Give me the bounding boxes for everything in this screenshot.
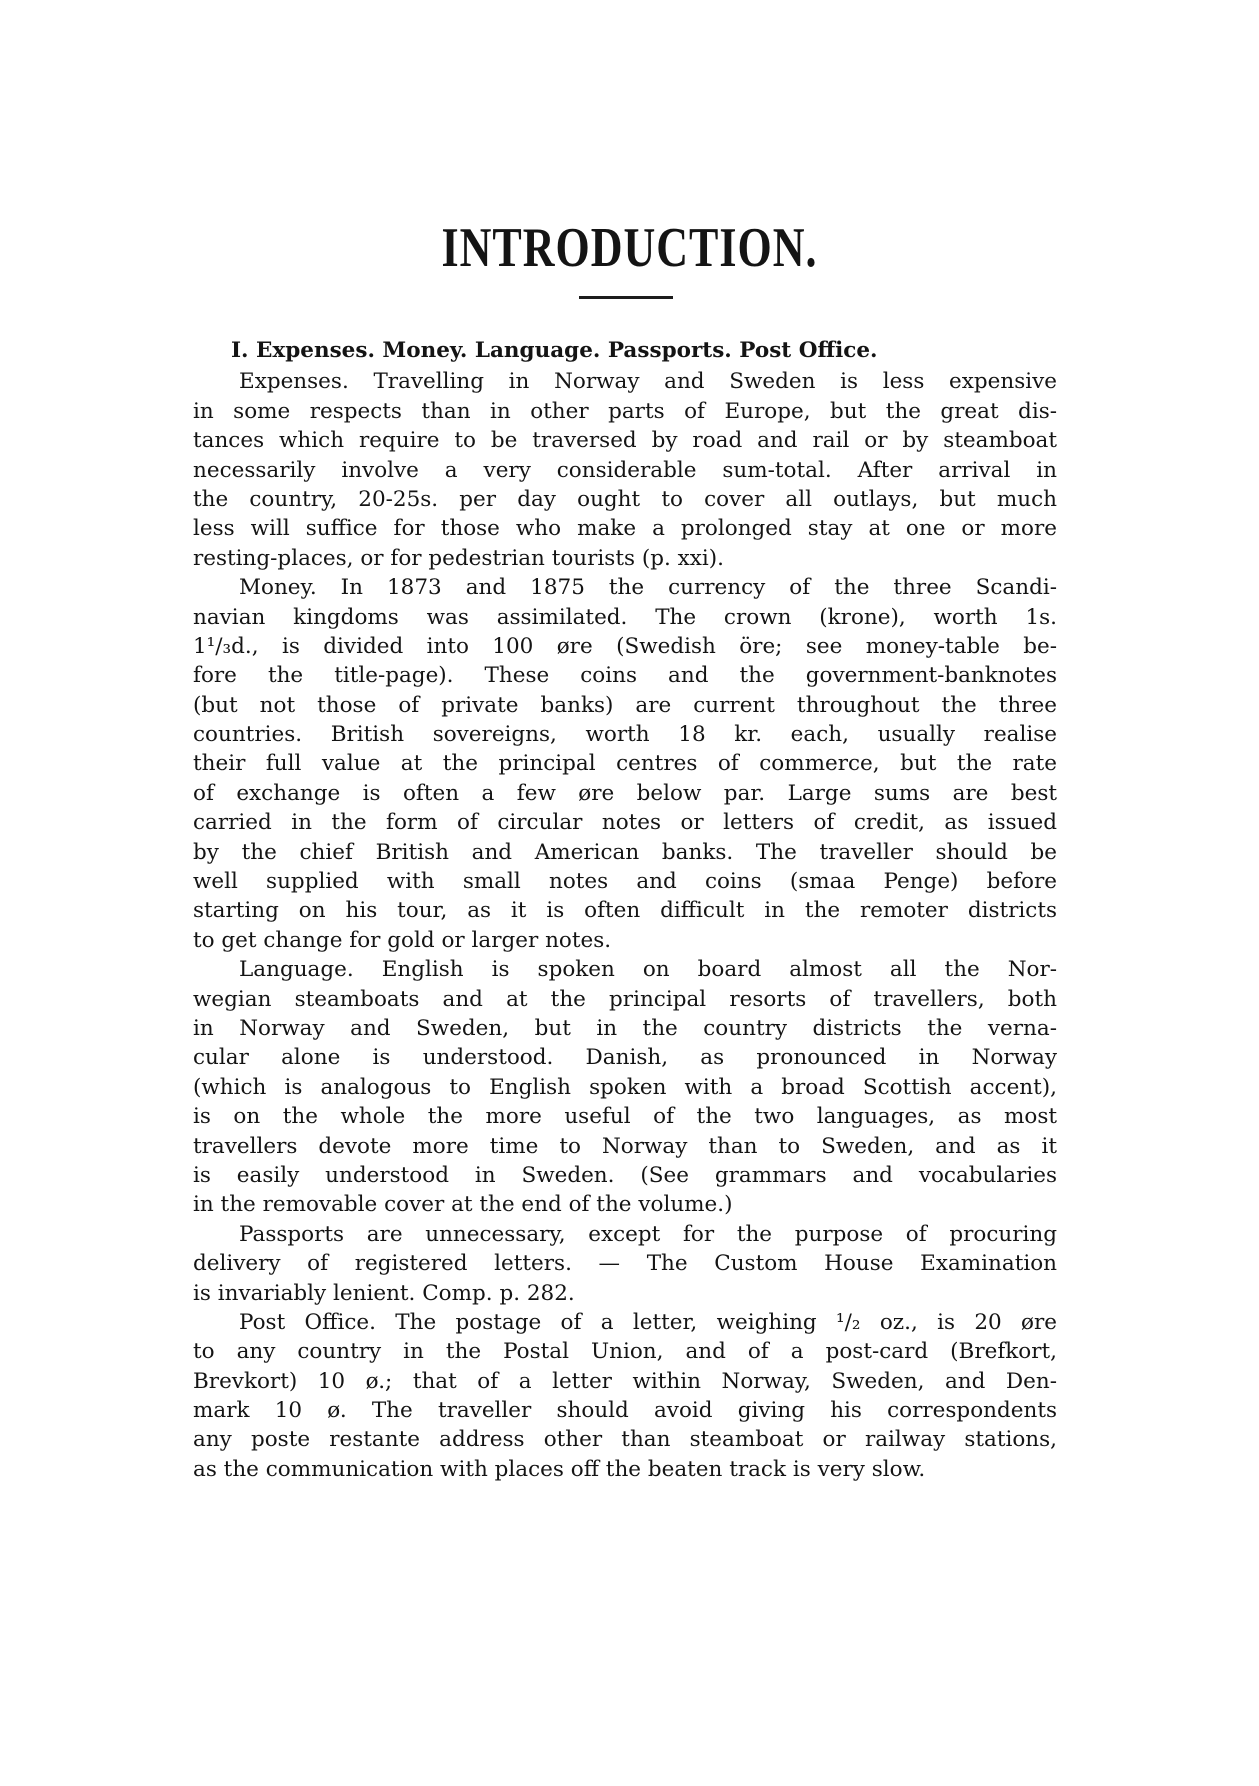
text-line: wegian steamboats and at the principal resorts of travellers, both [193, 986, 1057, 1012]
text-line: of exchange is often a few øre below par. Large sums are best [193, 780, 1057, 806]
text-line: as the communication with places off the beaten track is very slow. [193, 1456, 926, 1482]
text-line: in Norway and Sweden, but in the country districts the verna- [193, 1015, 1057, 1041]
text-line: fore the title-page). These coins and the government-banknotes [193, 663, 1057, 689]
text-line: travellers devote more time to Norway than to Sweden, and as it [193, 1133, 1057, 1159]
text-line: in some respects than in other parts of Europe, but the great dis- [193, 398, 1057, 424]
text-line: tances which require to be traversed by road and rail or by steamboat [193, 428, 1057, 454]
text-line: delivery of registered letters. — The Custom House Examination [193, 1251, 1057, 1277]
text-line: mark 10 ø. The traveller should avoid giving his correspondents [193, 1398, 1057, 1424]
paragraph-language [193, 955, 1057, 1220]
text-line: Expenses. Travelling in Norway and Sweden is less expensive [239, 369, 1057, 395]
text-line: Post Office. The postage of a letter, weighing ¹/₂ oz., is 20 øre [239, 1309, 1057, 1335]
text-line: Brevkort) 10 ø.; that of a letter within Norway, Sweden, and Den- [193, 1368, 1057, 1394]
text-line: their full value at the principal centres of commerce, but the rate [193, 751, 1057, 777]
text-line: navian kingdoms was assimilated. The crown (krone), worth 1s. [193, 604, 1057, 630]
text-line: in the removable cover at the end of the volume.) [193, 1192, 733, 1218]
text-line: Language. English is spoken on board almost all the Nor- [239, 957, 1057, 983]
text-line: (but not those of private banks) are current throughout the three [193, 692, 1057, 718]
paragraph-expenses [193, 367, 1057, 573]
page-title: INTRODUCTION. [441, 216, 818, 279]
paragraph-passports [193, 1220, 1057, 1308]
text-line: cular alone is understood. Danish, as pronounced in Norway [193, 1045, 1057, 1071]
paragraph-money [193, 573, 1057, 955]
text-line: (which is analogous to English spoken with a broad Scottish accent), [193, 1074, 1057, 1100]
text-line: is invariably lenient. Comp. p. 282. [193, 1280, 575, 1306]
text-line: Passports are unnecessary, except for the purpose of procuring [239, 1221, 1057, 1247]
text-line: necessarily involve a very considerable sum-total. After arrival in [193, 457, 1057, 483]
body-text [193, 336, 1057, 1484]
text-line: is easily understood in Sweden. (See grammars and vocabularies [193, 1162, 1057, 1188]
text-line: carried in the form of circular notes or letters of credit, as issued [193, 810, 1057, 836]
text-line: Money. In 1873 and 1875 the currency of the three Scandi- [239, 575, 1057, 601]
title-rule [579, 296, 673, 299]
text-line: well supplied with small notes and coins (smaa Penge) before [193, 869, 1057, 895]
text-line: by the chief British and American banks. The traveller should be [193, 839, 1057, 865]
text-line: to any country in the Postal Union, and of a post-card (Brefkort, [193, 1339, 1057, 1365]
paragraph-post-office [193, 1308, 1057, 1484]
text-line: the country, 20-25s. per day ought to cover all outlays, but much [193, 486, 1057, 512]
text-line: is on the whole the more useful of the two languages, as most [193, 1104, 1057, 1130]
text-line: countries. British sovereigns, worth 18 kr. each, usually realise [193, 722, 1057, 748]
text-line: resting-places, or for pedestrian tourists (p. xxi). [193, 545, 725, 571]
section-heading: I. Expenses. Money. Language. Passports. Post Office. [231, 338, 878, 363]
text-line: to get change for gold or larger notes. [193, 927, 612, 953]
text-line: starting on his tour, as it is often difficult in the remoter districts [193, 898, 1057, 924]
text-line: less will suffice for those who make a prolonged stay at one or more [193, 516, 1057, 542]
text-line: 1¹/₃d., is divided into 100 øre (Swedish öre; see money-table be- [193, 633, 1057, 659]
text-line: any poste restante address other than steamboat or railway stations, [193, 1427, 1057, 1453]
